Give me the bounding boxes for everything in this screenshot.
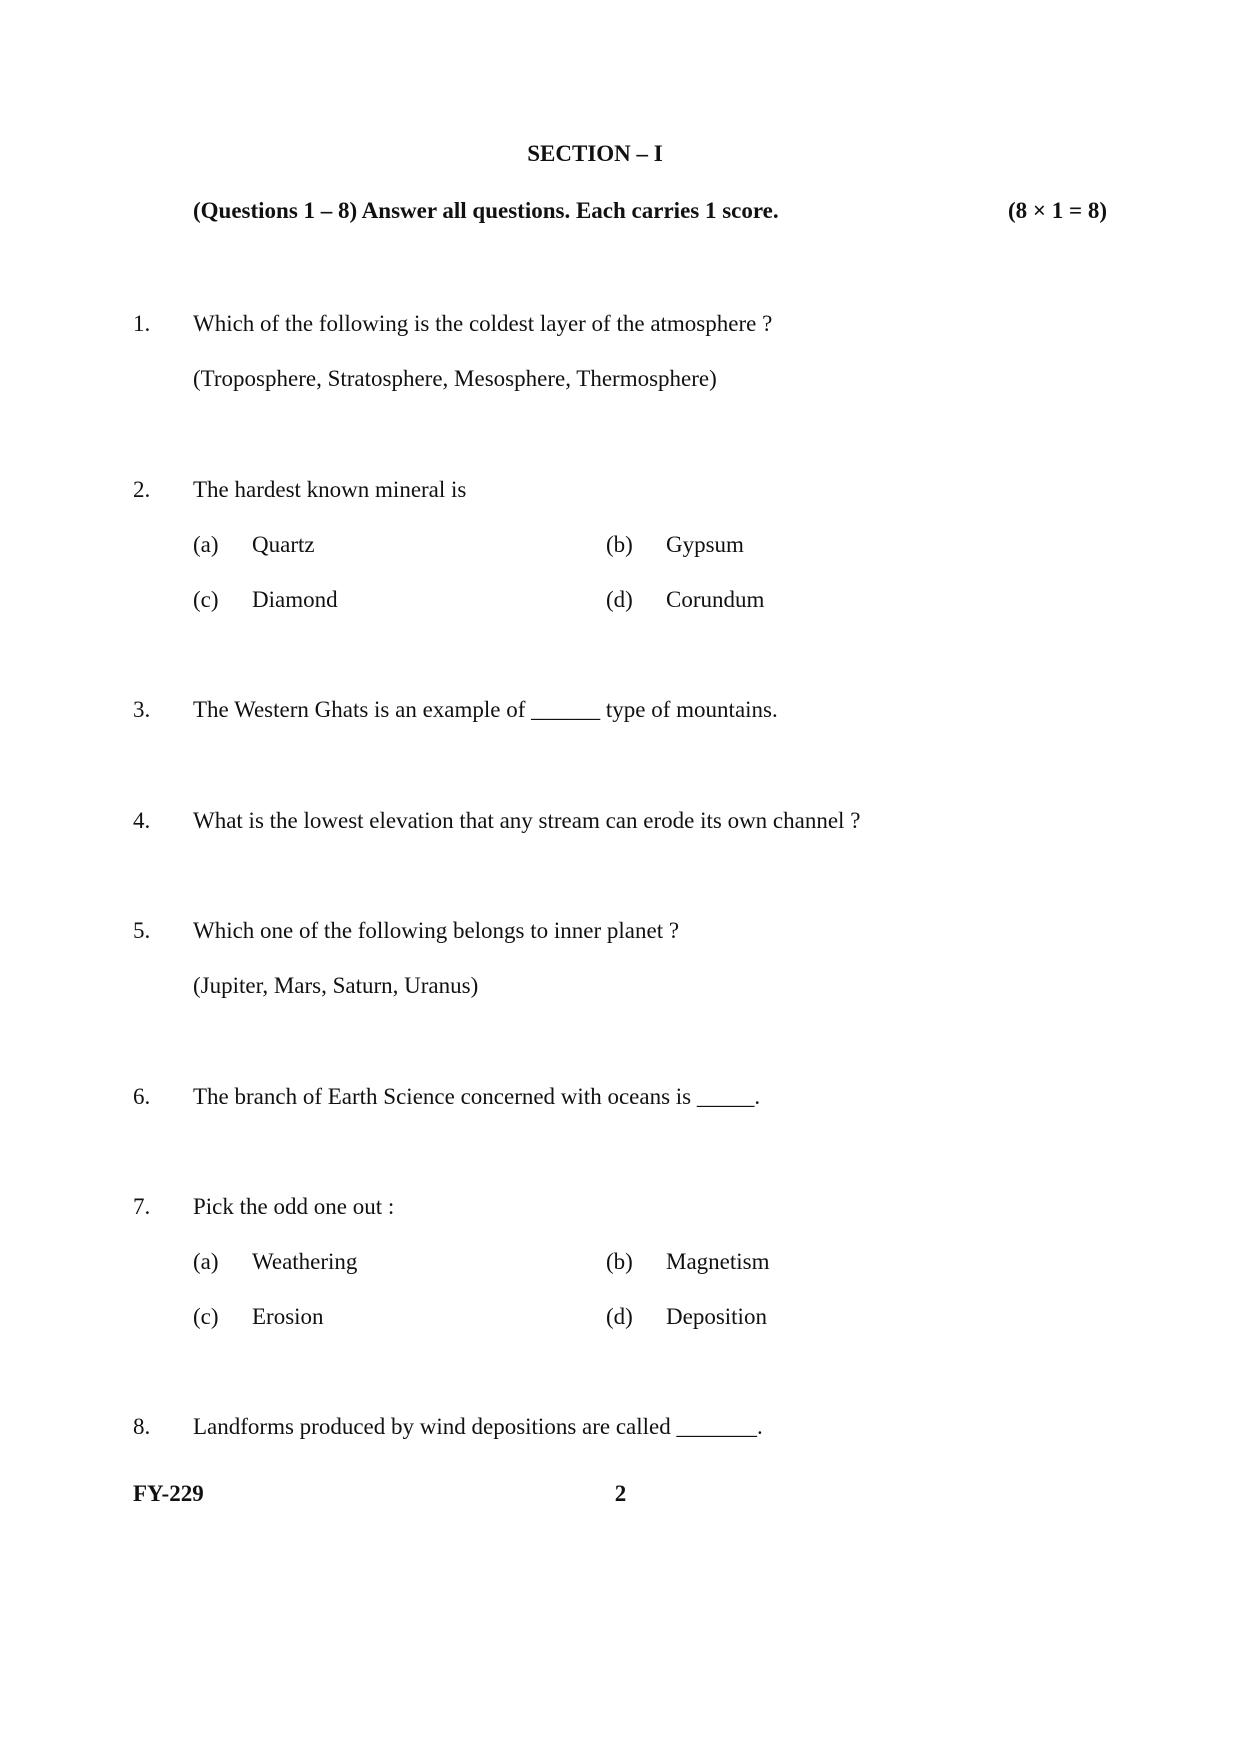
- section-instruction: (Questions 1 – 8) Answer all questions. Each carries 1 score.: [193, 198, 779, 223]
- option-label: (d): [606, 587, 633, 612]
- option-label: (d): [606, 1304, 633, 1329]
- question-text: Which one of the following belongs to inner planet ?: [193, 918, 680, 943]
- question-text: What is the lowest elevation that any stream can erode its own channel ?: [193, 808, 861, 833]
- option-text: Quartz: [252, 532, 315, 557]
- option-text: Corundum: [666, 587, 765, 612]
- question-number: 6.: [133, 1084, 151, 1109]
- section-title: SECTION – I: [527, 141, 663, 166]
- question-number: 7.: [133, 1194, 151, 1219]
- option-label: (c): [193, 1304, 219, 1329]
- question-number: 5.: [133, 918, 151, 943]
- question-text: Pick the odd one out :: [193, 1194, 395, 1219]
- page-number: 2: [614, 1481, 627, 1506]
- question-text: Landforms produced by wind depositions are called _______.: [193, 1414, 763, 1439]
- option-label: (c): [193, 587, 219, 612]
- option-text: Magnetism: [666, 1249, 770, 1274]
- option-text: Gypsum: [666, 532, 744, 557]
- question-text: The hardest known mineral is: [193, 477, 467, 502]
- option-label: (b): [606, 532, 633, 557]
- section-marks: (8 × 1 = 8): [1008, 198, 1108, 223]
- question-text: The Western Ghats is an example of ______ type of mountains.: [193, 697, 778, 722]
- option-label: (a): [193, 1249, 219, 1274]
- option-label: (b): [606, 1249, 633, 1274]
- paper-code: FY-229: [133, 1481, 204, 1506]
- question-number: 2.: [133, 477, 151, 502]
- question-text: Which of the following is the coldest layer of the atmosphere ?: [193, 311, 773, 336]
- question-number: 3.: [133, 697, 151, 722]
- question-number: 1.: [133, 311, 151, 336]
- option-label: (a): [193, 532, 219, 557]
- option-text: Diamond: [252, 587, 338, 612]
- option-text: Weathering: [252, 1249, 358, 1274]
- option-text: Erosion: [252, 1304, 324, 1329]
- question-number: 4.: [133, 808, 151, 833]
- question-choices: (Jupiter, Mars, Saturn, Uranus): [193, 973, 479, 998]
- question-text: The branch of Earth Science concerned with oceans is _____.: [193, 1084, 761, 1109]
- question-choices: (Troposphere, Stratosphere, Mesosphere, Thermosphere): [193, 366, 717, 391]
- question-number: 8.: [133, 1414, 151, 1439]
- option-text: Deposition: [666, 1304, 767, 1329]
